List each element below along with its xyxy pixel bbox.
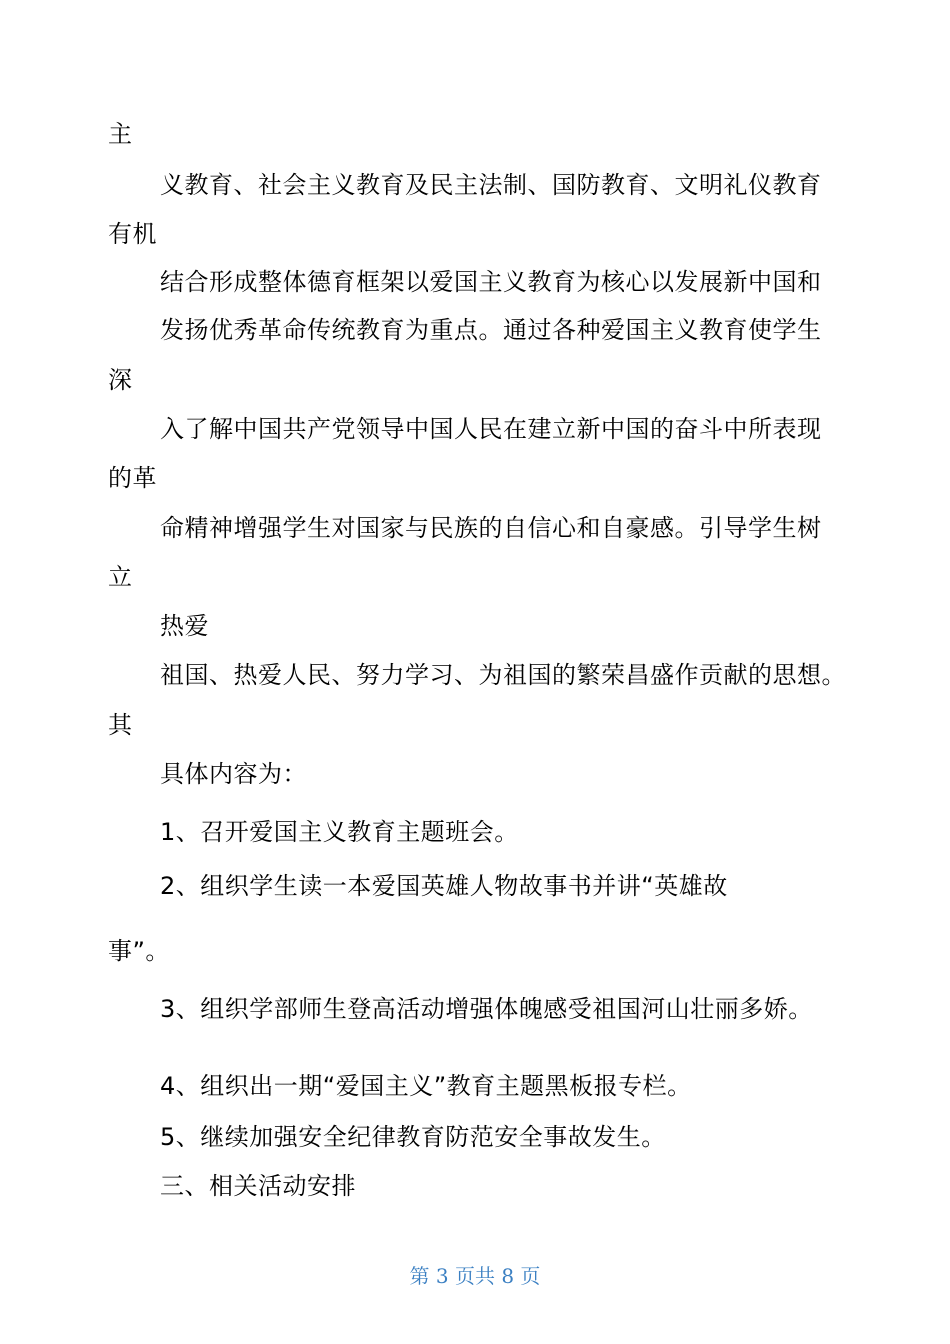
list-item: 4、组织出一期“爱国主义”教育主题黑板报专栏。 <box>160 1072 692 1100</box>
text-line: 命精神增强学生对国家与民族的自信心和自豪感。引导学生树 <box>160 514 822 542</box>
list-item: 1、召开爱国主义教育主题班会。 <box>160 818 519 846</box>
text-line: 结合形成整体德育框架以爱国主义教育为核心以发展新中国和 <box>160 268 822 296</box>
page-number: 第 3 页共 8 页 <box>409 1264 541 1288</box>
text-line: 祖国、热爱人民、努力学习、为祖国的繁荣昌盛作贡献的思想。 <box>160 661 846 689</box>
text-line: 义教育、社会主义教育及民主法制、国防教育、文明礼仪教育 <box>160 171 822 199</box>
text-line: 深 <box>108 366 133 394</box>
text-line: 其 <box>108 711 133 739</box>
text-line: 立 <box>108 563 133 591</box>
text-line: 的革 <box>108 464 157 492</box>
list-item: 5、继续加强安全纪律教育防范安全事故发生。 <box>160 1123 666 1151</box>
text-line: 具体内容为： <box>160 760 307 788</box>
text-line: 有机 <box>108 220 157 248</box>
list-item: 3、组织学部师生登高活动增强体魄感受祖国河山壮丽多娇。 <box>160 995 813 1023</box>
section-heading: 三、相关活动安排 <box>160 1172 356 1200</box>
text-line: 事”。 <box>108 937 170 965</box>
text-line: 热爱 <box>160 612 209 640</box>
list-item: 2、组织学生读一本爱国英雄人物故事书并讲“英雄故 <box>160 872 728 900</box>
text-line: 发扬优秀革命传统教育为重点。通过各种爱国主义教育使学生 <box>160 316 822 344</box>
text-line: 入了解中国共产党领导中国人民在建立新中国的奋斗中所表现 <box>160 415 822 443</box>
text-line: 主 <box>108 120 133 148</box>
